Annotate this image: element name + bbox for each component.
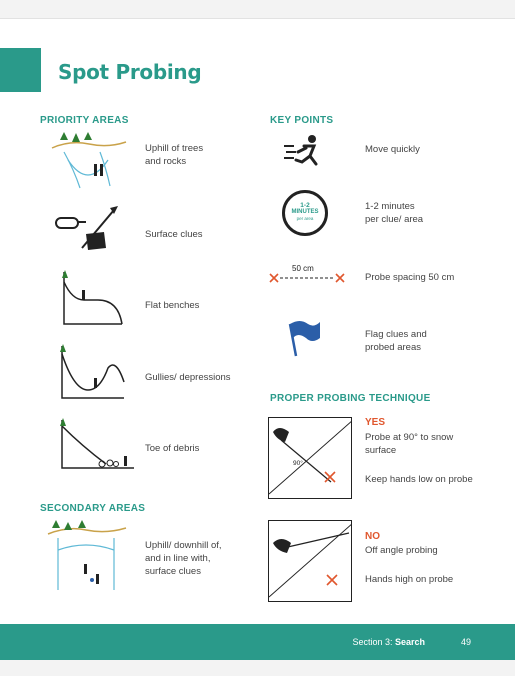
priority-item-text: Flat benches: [145, 300, 200, 311]
key-point-text: Probe spacing 50 cm: [365, 272, 455, 283]
key-points-heading: KEY POINTS: [270, 115, 334, 126]
footer-section: [352, 637, 425, 647]
secondary-areas-heading: SECONDARY AREAS: [40, 503, 146, 514]
key-point-text: Flag clues and probed areas: [365, 329, 427, 353]
footer-section-name: Search: [394, 637, 425, 647]
footer-section-prefix: Section 3:: [352, 637, 395, 647]
no-text: Hands high on probe: [365, 574, 454, 585]
yes-text: Keep hands low on probe: [365, 474, 473, 485]
clock-line1: 1-2: [300, 202, 310, 209]
clock-line2: MINUTES: [291, 209, 319, 215]
key-point-text: 1-2 minutes per clue/ area: [365, 201, 424, 225]
yes-text: Probe at 90° to snow surface: [365, 432, 454, 456]
key-point-text: Move quickly: [365, 144, 420, 155]
priority-item-text: Uphill of trees and rocks: [145, 143, 204, 167]
priority-item-text: Surface clues: [145, 229, 203, 240]
yes-probe-diagram: [268, 417, 352, 499]
no-label: NO: [365, 531, 380, 542]
flat-bench-icon: [60, 268, 126, 328]
page-top-edge: [0, 0, 515, 19]
priority-item-text: Toe of debris: [145, 443, 200, 454]
clock-icon: [282, 190, 328, 236]
page-title: Spot Probing: [58, 60, 202, 84]
title-tab: [0, 48, 41, 92]
yes-label: YES: [365, 417, 386, 428]
probe-spacing-icon: [268, 262, 352, 290]
priority-areas-heading: PRIORITY AREAS: [40, 115, 129, 126]
spacing-label: 50 cm: [292, 264, 314, 273]
running-person-icon: [282, 134, 326, 170]
probing-technique-heading: PROPER PROBING TECHNIQUE: [270, 393, 431, 404]
angle-label: 90°: [293, 460, 303, 467]
priority-item-text: Gullies/ depressions: [145, 372, 231, 383]
no-probe-diagram: [268, 520, 352, 602]
debris-toe-icon: [58, 416, 136, 472]
surface-clues-icon: [52, 204, 122, 256]
secondary-item-text: Uphill/ downhill of, and in line with, surface clues: [145, 540, 222, 577]
gully-icon: [58, 342, 128, 402]
flag-icon: [286, 318, 322, 358]
page-bottom-edge: [0, 660, 515, 676]
footer-bar: [0, 624, 515, 660]
clock-line3: per area: [296, 216, 314, 221]
trees-rocks-icon: [50, 130, 128, 192]
no-text: Off angle probing: [365, 545, 438, 556]
page-number: 49: [460, 637, 471, 647]
secondary-area-icon: [46, 520, 128, 598]
